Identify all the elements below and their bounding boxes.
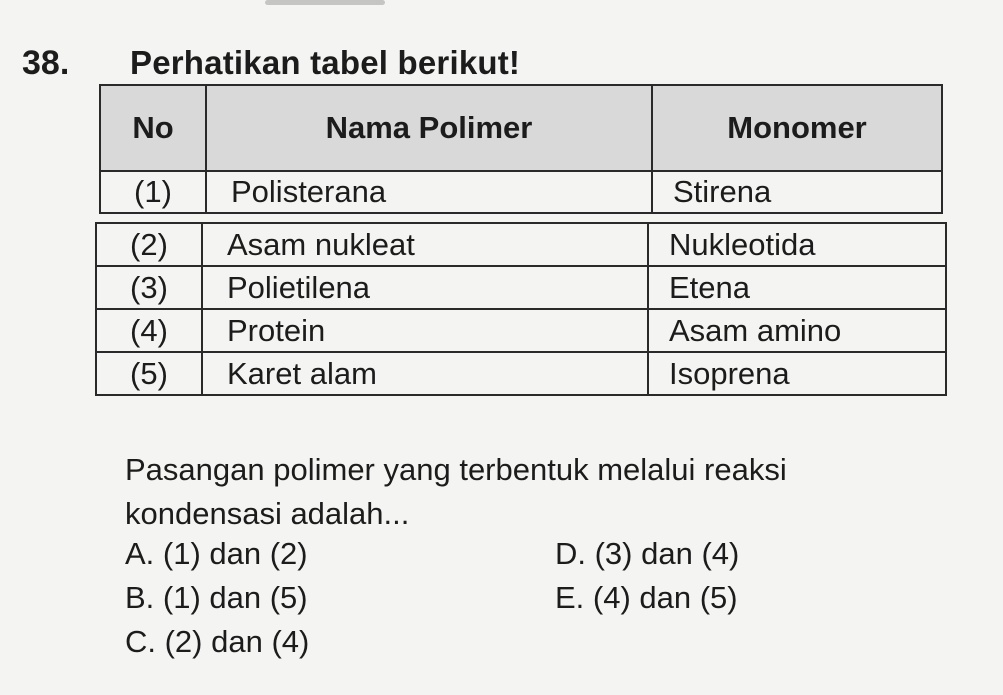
- table-header-row: [100, 85, 942, 171]
- header-polymer-name: Nama Polimer: [206, 85, 652, 171]
- top-edge-mark: [265, 0, 385, 5]
- option-a[interactable]: A. (1) dan (2): [125, 536, 308, 571]
- option-d[interactable]: D. (3) dan (4): [555, 536, 740, 571]
- header-monomer: Monomer: [652, 85, 942, 171]
- polymer-name: Karet alam: [202, 352, 648, 395]
- row-number: (5): [96, 352, 202, 395]
- polymer-name: Polisterana: [206, 171, 652, 213]
- monomer-name: Isoprena: [648, 352, 946, 395]
- polymer-name: Polietilena: [202, 266, 648, 309]
- polymer-table-header: [99, 84, 943, 214]
- table-row: [96, 309, 946, 352]
- question-prompt: Perhatikan tabel berikut!: [130, 44, 521, 81]
- option-b[interactable]: B. (1) dan (5): [125, 580, 308, 615]
- question-stem: Pasangan polimer yang terbentuk melalui reaksi kondensasi adalah...: [125, 452, 787, 531]
- option-c[interactable]: C. (2) dan (4): [125, 624, 310, 659]
- monomer-name: Etena: [648, 266, 946, 309]
- row-number: (2): [96, 223, 202, 266]
- monomer-name: Nukleotida: [648, 223, 946, 266]
- question-number: 38.: [22, 44, 70, 82]
- polymer-name: Protein: [202, 309, 648, 352]
- table-row: [96, 223, 946, 266]
- row-number: (3): [96, 266, 202, 309]
- polymer-table-body: [95, 222, 947, 396]
- monomer-name: Asam amino: [648, 309, 946, 352]
- table-row: [96, 352, 946, 395]
- option-e[interactable]: E. (4) dan (5): [555, 580, 738, 615]
- monomer-name: Stirena: [652, 171, 942, 213]
- polymer-name: Asam nukleat: [202, 223, 648, 266]
- row-number: (4): [96, 309, 202, 352]
- header-no: No: [100, 85, 206, 171]
- table-row: [100, 171, 942, 213]
- row-number: (1): [100, 171, 206, 213]
- table-row: [96, 266, 946, 309]
